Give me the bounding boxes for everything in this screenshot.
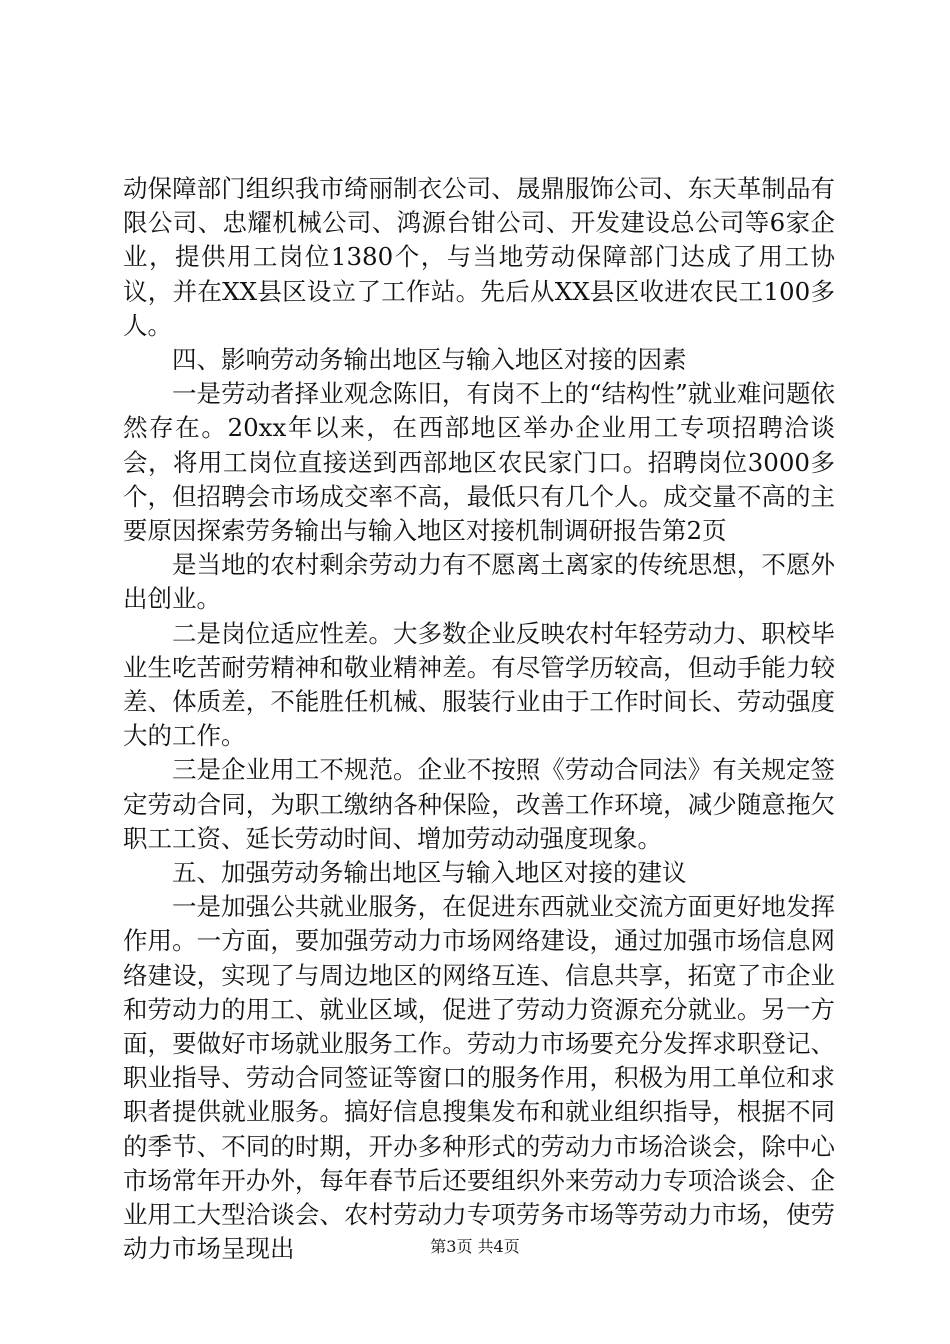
paragraph: 一是加强公共就业服务，在促进东西就业交流方面更好地发挥作用。一方面，要加强劳动力市场网络建设，通过加强市场信息网络建设，实现了与周边地区的网络互连、信息共享，拓宽了市企业和劳动力的用工、就业区域，促进了劳动力资源充分就业。另一方面，要做好市场就业服务工作。劳动力市场要充分发挥求职登记、职业指导、劳动合同签证等窗口的服务作用，积极为用工单位和求职者提供就业服务。搞好信息搜集发布和就业组织指导，根据不同的季节、不同的时期，开办多种形式的劳动力市场洽谈会，除中心市场常年开办外，每年春节后还要组织外来劳动力专项洽谈会、企业用工大型洽谈会、农村劳动力专项劳务市场等劳动力市场，使劳动力市场呈现出	[123, 892, 835, 1264]
document-body	[123, 172, 835, 1267]
page-footer: 第3页 共4页	[430, 1237, 520, 1256]
paragraph: 一是劳动者择业观念陈旧，有岗不上的“结构性”就业难问题依然存在。20xx年以来，在西部地区举办企业用工专项招聘洽谈会，将用工岗位直接送到西部地区农民家门口。招聘岗位3000多个，但招聘会市场成交率不高，最低只有几个人。成交量不高的主要原因探索劳务输出与输入地区对接机制调研报告第2页	[123, 379, 835, 546]
section-heading: 四、影响劳动务输出地区与输入地区对接的因素	[172, 345, 687, 375]
paragraph: 三是企业用工不规范。企业不按照《劳动合同法》有关规定签定劳动合同，为职工缴纳各种保险，改善工作环境，减少随意拖欠职工工资、延长劳动时间、增加劳动动强度现象。	[123, 755, 835, 853]
paragraph: 是当地的农村剩余劳动力有不愿离土离家的传统思想，不愿外出创业。	[123, 550, 835, 614]
section-heading: 五、加强劳动务输出地区与输入地区对接的建议	[172, 858, 687, 888]
paragraph: 动保障部门组织我市绮丽制衣公司、晟鼎服饰公司、东天革制品有限公司、忠耀机械公司、鸿源台钳公司、开发建设总公司等6家企业，提供用工岗位1380个，与当地劳动保障部门达成了用工协议，并在XX县区设立了工作站。先后从XX县区收进农民工100多人。	[123, 174, 835, 340]
paragraph: 二是岗位适应性差。大多数企业反映农村年轻劳动力、职校毕业生吃苦耐劳精神和敬业精神差。有尽管学历较高，但动手能力较差、体质差，不能胜任机械、服装行业由于工作时间长、劳动强度大的工作。	[123, 618, 835, 751]
